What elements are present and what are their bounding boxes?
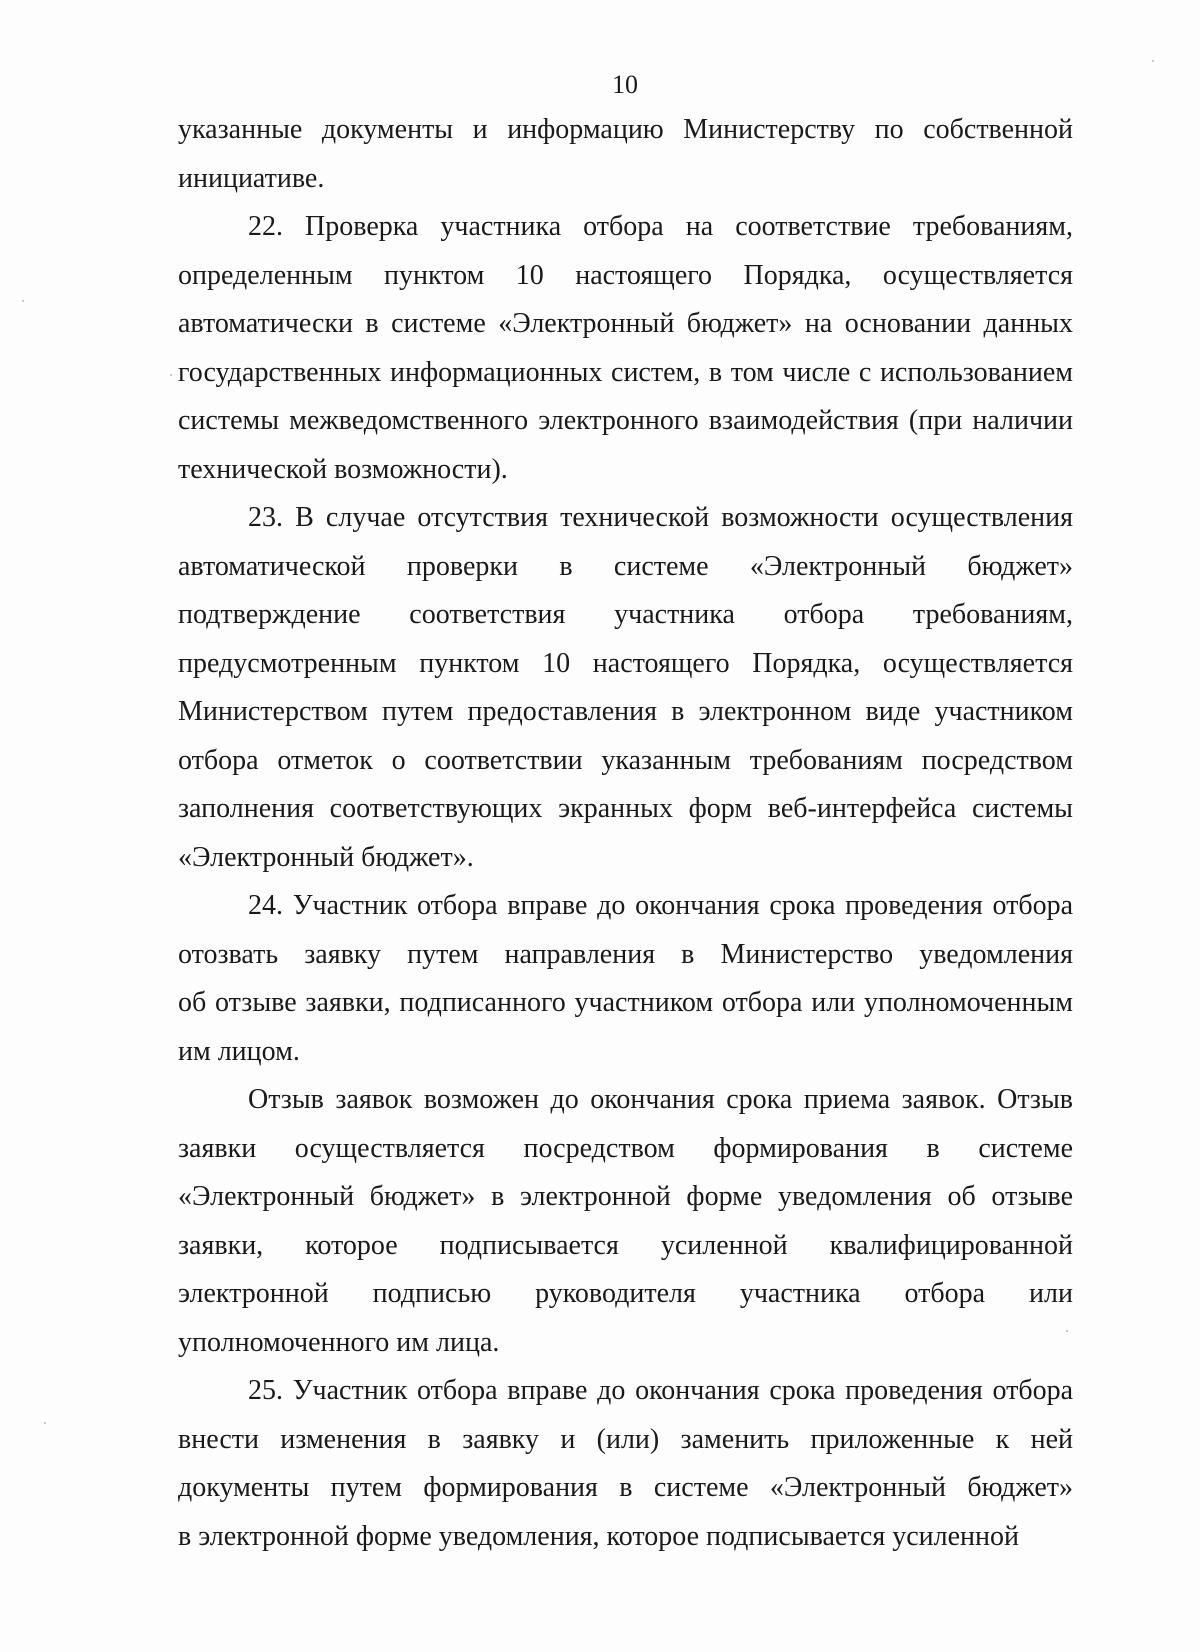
scan-speck: [170, 374, 172, 376]
text-line: заполнения соответствующих экранных форм веб-интерфейса системы: [178, 793, 1073, 824]
text-line: им лицом.: [178, 1035, 300, 1067]
text-line: системы межведомственного электронного взаимодействия (при наличии: [178, 405, 1073, 436]
text-line: 24. Участник отбора вправе до окончания срока проведения отбора: [248, 890, 1073, 921]
text-line: автоматически в системе «Электронный бюджет» на основании данных: [178, 308, 1073, 339]
text-line: об отзыве заявки, подписанного участником отбора или уполномоченным: [178, 987, 1073, 1018]
text-line: Министерством путем предоставления в электронном виде участником: [178, 696, 1073, 727]
text-line: заявки осуществляется посредством формирования в системе: [178, 1132, 1073, 1164]
text-line: 25. Участник отбора вправе до окончания срока проведения отбора: [248, 1375, 1073, 1406]
paragraph-p23: [178, 494, 1073, 882]
paragraph-p24b: [178, 1076, 1073, 1367]
scan-speck: [22, 300, 24, 302]
text-line: инициативе.: [178, 162, 325, 194]
text-line: указанные документы и информацию Министерству по собственной: [178, 114, 1073, 145]
scan-speck: [44, 1422, 46, 1424]
scan-speck: [1152, 60, 1154, 62]
text-line: в электронной форме уведомления, которое подписывается усиленной: [178, 1520, 1019, 1552]
text-line: электронной подписью руководителя участника отбора или: [178, 1278, 1073, 1309]
text-line: документы путем формирования в системе «Электронный бюджет»: [178, 1472, 1073, 1503]
scan-speck: [1066, 1330, 1068, 1332]
text-line: 22. Проверка участника отбора на соответствие требованиям,: [248, 211, 1073, 242]
text-line: отбора отметок о соответствии указанным требованиям посредством: [178, 744, 1073, 776]
text-line: внести изменения в заявку и (или) заменить приложенные к ней: [178, 1423, 1073, 1455]
text-line: «Электронный бюджет».: [178, 841, 474, 873]
text-line: определенным пунктом 10 настоящего Порядка, осуществляется: [178, 259, 1073, 291]
text-line: автоматической проверки в системе «Электронный бюджет»: [178, 550, 1073, 582]
paragraph-p24: [178, 882, 1073, 1076]
text-line: технической возможности).: [178, 453, 508, 485]
document-body: [178, 106, 1073, 1561]
text-line: 23. В случае отсутствия технической возможности осуществления: [248, 502, 1073, 533]
paragraph-p-cont: [178, 106, 1073, 203]
text-line: подтверждение соответствия участника отбора требованиям,: [178, 599, 1073, 630]
text-line: Отзыв заявок возможен до окончания срока приема заявок. Отзыв: [248, 1084, 1073, 1115]
text-line: заявки, которое подписывается усиленной квалифицированной: [178, 1229, 1073, 1261]
text-line: предусмотренным пунктом 10 настоящего Порядка, осуществляется: [178, 647, 1073, 679]
text-line: уполномоченного им лица.: [178, 1326, 500, 1358]
text-line: государственных информационных систем, в том числе с использованием: [178, 356, 1073, 388]
text-line: «Электронный бюджет» в электронной форме уведомления об отзыве: [178, 1181, 1073, 1212]
text-line: отозвать заявку путем направления в Министерство уведомления: [178, 938, 1073, 970]
paragraph-p22: [178, 203, 1073, 494]
paragraph-p25: [178, 1367, 1073, 1561]
page-number: 10: [612, 70, 638, 99]
